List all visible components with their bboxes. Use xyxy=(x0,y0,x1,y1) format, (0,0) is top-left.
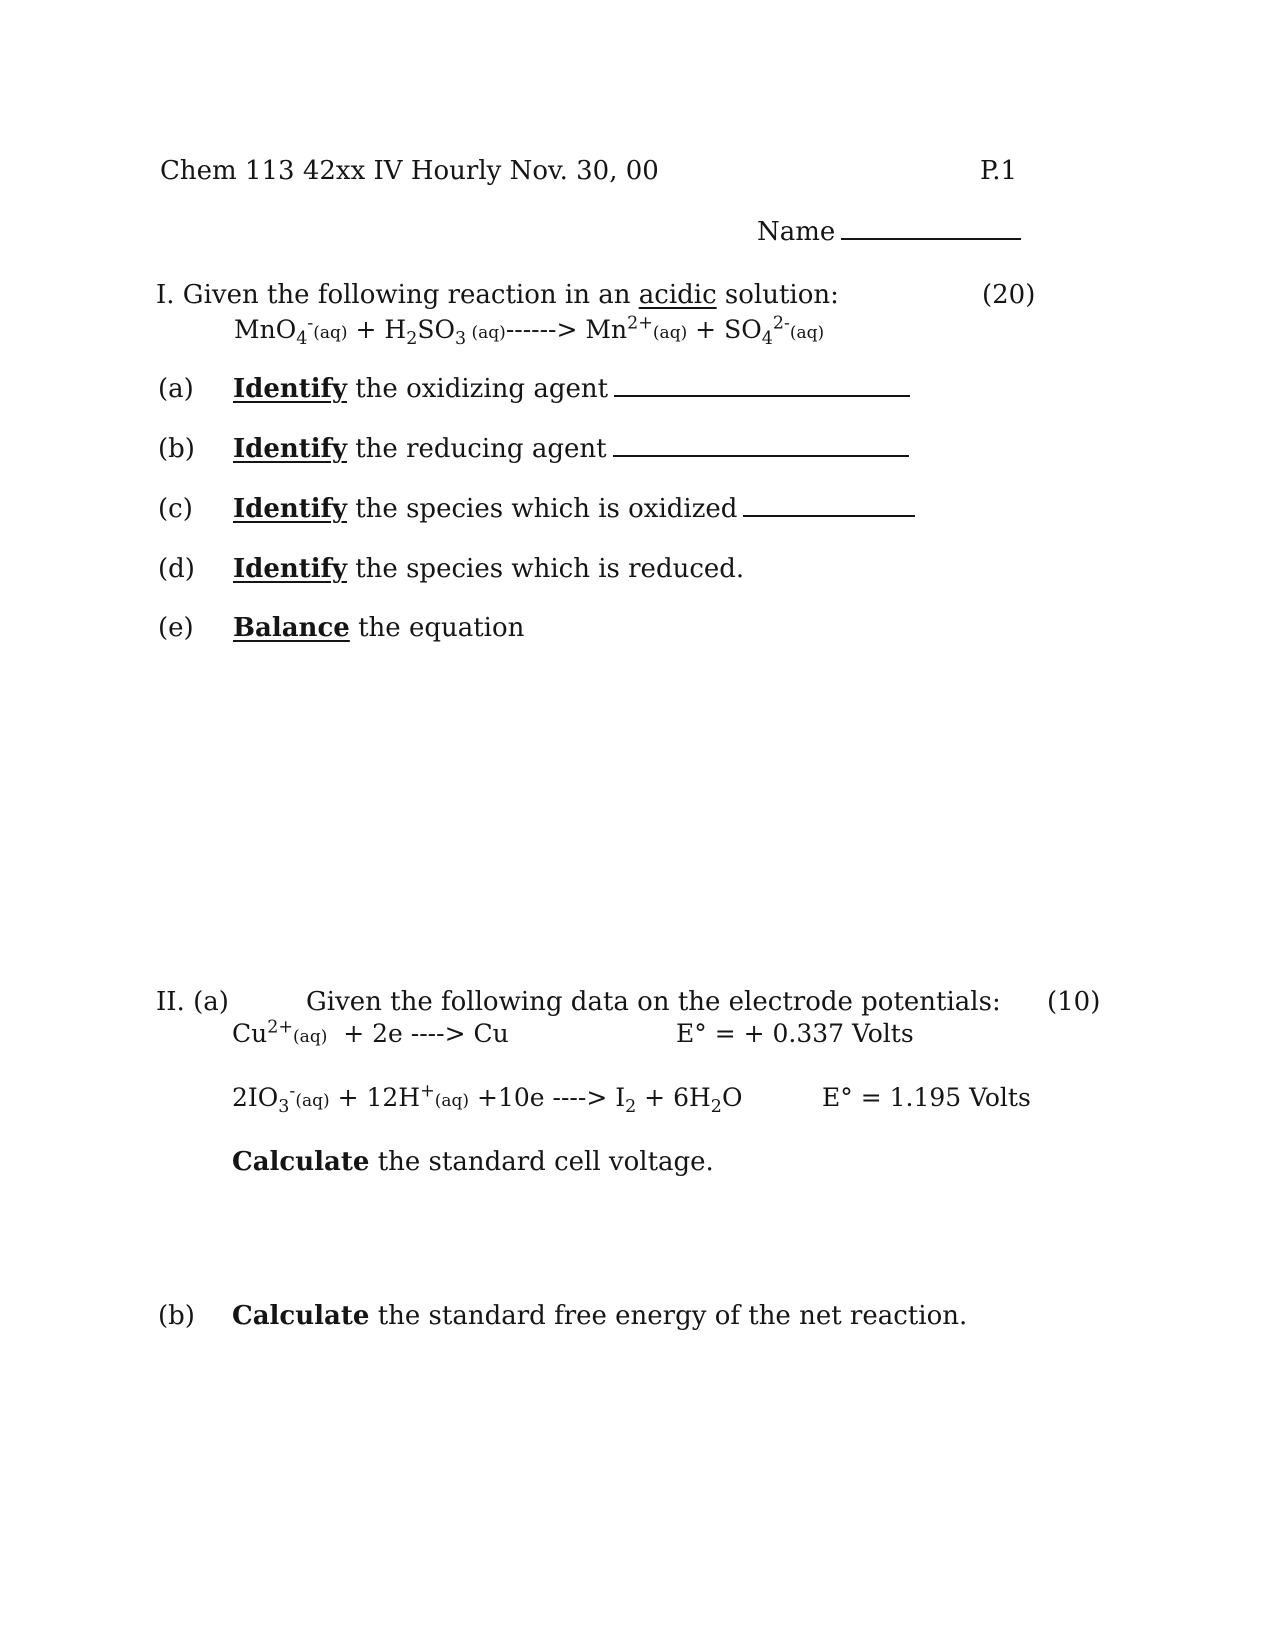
item-d: Identify the species which is reduced. xyxy=(233,554,745,584)
part1-intro: I. Given the following reaction in an acidic solution: xyxy=(156,280,839,310)
iodate-potential: E° = 1.195 Volts xyxy=(822,1083,1031,1112)
part1-reaction: $MnO_4^-(aq) + H_2SO_3$ $(aq)------> Mn^{2+}(aq) + SO_4^{2-}(aq)$ xyxy=(234,313,825,349)
reducing-agent-blank[interactable] xyxy=(613,435,909,457)
item-d-label: (d) xyxy=(158,554,195,584)
item-e: Balance the equation xyxy=(233,613,525,643)
oxidized-species-blank[interactable] xyxy=(743,495,915,517)
acidic-keyword: acidic xyxy=(638,280,717,310)
item-b-label: (b) xyxy=(158,434,195,464)
item-a: Identify the oxidizing agent xyxy=(233,373,910,405)
item-b: Identify the reducing agent xyxy=(233,433,909,465)
part2-intro: Given the following data on the electrode potentials: xyxy=(306,987,1001,1017)
item-c-label: (c) xyxy=(158,494,193,524)
half-reaction-iodate: $2IO_3^-(aq) + 12H^+(aq) +10e$ ----> $I_2 + 6H_2O$ xyxy=(232,1081,743,1117)
part2-points: (10) xyxy=(1047,987,1101,1017)
half-reaction-copper: $Cu^{2+}(aq) + 2e$ ----> Cu xyxy=(232,1017,509,1048)
item-c: Identify the species which is oxidized xyxy=(233,493,915,525)
name-label: Name xyxy=(757,217,836,247)
part2a-instruction: Calculate the standard cell voltage. xyxy=(232,1147,714,1177)
exam-header: Chem 113 42xx IV Hourly Nov. 30, 00 xyxy=(160,156,659,186)
page-number: P.1 xyxy=(980,156,1018,186)
part2b-instruction: Calculate the standard free energy of the net reaction. xyxy=(232,1301,968,1331)
copper-potential: E° = + 0.337 Volts xyxy=(676,1019,914,1048)
item-e-label: (e) xyxy=(158,613,194,643)
oxidizing-agent-blank[interactable] xyxy=(614,375,910,397)
part1-points: (20) xyxy=(982,280,1036,310)
item-a-label: (a) xyxy=(158,374,194,404)
part2b-label: (b) xyxy=(158,1301,195,1331)
part2-label: II. (a) xyxy=(156,987,229,1017)
name-field[interactable] xyxy=(757,216,1021,248)
name-blank[interactable] xyxy=(841,218,1021,240)
